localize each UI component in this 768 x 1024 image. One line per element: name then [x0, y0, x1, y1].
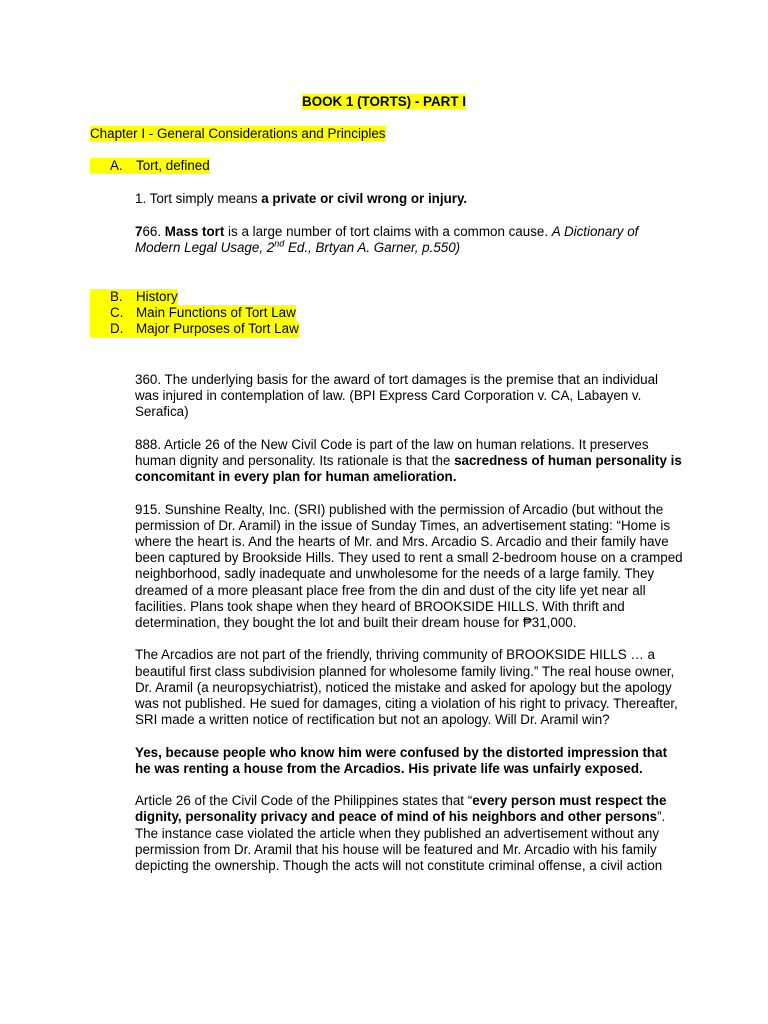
point-766-citation: A Dictionary of Modern Legal Usage, 2 — [135, 224, 639, 256]
chapter-heading-text: Chapter I - General Considerations and Principles — [90, 126, 386, 141]
point-766-text: is a large number of tort claims with a common cause. — [224, 224, 552, 239]
outline-text: Tort, defined — [136, 158, 210, 173]
paragraph-915: 915. Sunshine Realty, Inc. (SRI) published with the permission of Arcadio (but without the permission of Dr. Aramil) in the issue of Sunday Times, an advertisement stating: “Home is where the heart is. And the hearts of Mr. and Mrs. Arcadio S. Arcadio and their family have been captured by Brookside Hills. They used to rent a small 2-bedroom house on a cramped neighborhood, sadly inadequate and unwholesome for the needs of a large family. They dreamed of a more pleasant place free from the din and dust of the city life yet near all facilities. Plans took shape when they heard of BROOKSIDE HILLS. With thrift and determination, they bought the lot and built their dream house for ₱31,000. — [135, 501, 683, 631]
paragraph-360: 360. The underlying basis for the award of tort damages is the premise that an individual was injured in contemplation of law. (BPI Express Card Corporation v. CA, Labayen v. Serafica) — [135, 372, 659, 420]
body-paragraphs — [135, 372, 685, 890]
article-26-bold: every person must respect the dignity, personality privacy and peace of mind of his neighbors and other persons — [135, 793, 667, 825]
paragraph-888-bold: sacredness of human personality is concomitant in every plan for human amelioration. — [135, 453, 682, 485]
article-26-pre: Article 26 of the Civil Code of the Philippines states that “ — [135, 793, 473, 809]
outline-list-bcd — [90, 289, 299, 338]
document-title — [0, 94, 768, 110]
point-766-term: Mass tort — [164, 224, 225, 239]
paragraph-answer: Yes, because people who know him were confused by the distorted impression that he was renting a house from the Arcadios. His private life was unfairly exposed. — [135, 744, 668, 776]
point-766-sup: nd — [274, 238, 285, 249]
outline-item-b — [90, 289, 299, 305]
outline-letter: D. — [90, 321, 136, 337]
point-1-text: 1. Tort simply means — [135, 191, 262, 206]
point-766-num: 66. — [142, 224, 165, 239]
outline-item-d — [90, 321, 299, 337]
point-766-num-prefix: 7 — [135, 224, 143, 239]
paragraph-point-1 — [135, 191, 685, 223]
outline-item-c — [90, 305, 299, 321]
outline-list-a — [90, 158, 210, 174]
paragraph-766 — [135, 224, 685, 273]
outline-text: History — [136, 289, 178, 304]
paragraph-888 — [135, 437, 685, 486]
outline-text: Major Purposes of Tort Law — [136, 321, 299, 337]
paragraph-article-26 — [135, 793, 685, 874]
outline-letter: C. — [90, 305, 136, 321]
point-766-citation-end: Ed., Brtyan A. Garner, p.550) — [284, 240, 461, 256]
point-1-bold: a private or civil wrong or injury. — [261, 191, 468, 206]
chapter-heading — [90, 126, 386, 142]
article-26-post: ”. The instance case violated the article when they published an advertisement without any permission from Dr. Aramil that his house will be featured and Mr. Arcadio with his family depicting the ownership. Though the acts will not constitute criminal offense, a civil action — [135, 809, 666, 874]
outline-letter: A. — [90, 158, 136, 174]
document-title-text: BOOK 1 (TORTS) - PART I — [302, 94, 466, 109]
paragraph-arcadios: The Arcadios are not part of the friendly, thriving community of BROOKSIDE HILLS … a beautiful first class subdivision planned for wholesome family living.” The real house owner, Dr. Aramil (a neuropsychiatrist), noticed the mistake and asked for apology but the apology was not published. He sued for damages, citing a violation of his right to privacy. Thereafter, SRI made a written notice of rectification but not an apology. Will Dr. Aramil win? — [135, 647, 678, 728]
outline-item-a — [90, 158, 210, 174]
paragraph-888-text: 888. Article 26 of the New Civil Code is part of the law on human relations. It preserves human dignity and personality. Its rationale is that the — [135, 436, 649, 468]
outline-text: Main Functions of Tort Law — [136, 305, 296, 321]
outline-letter: B. — [90, 289, 136, 305]
